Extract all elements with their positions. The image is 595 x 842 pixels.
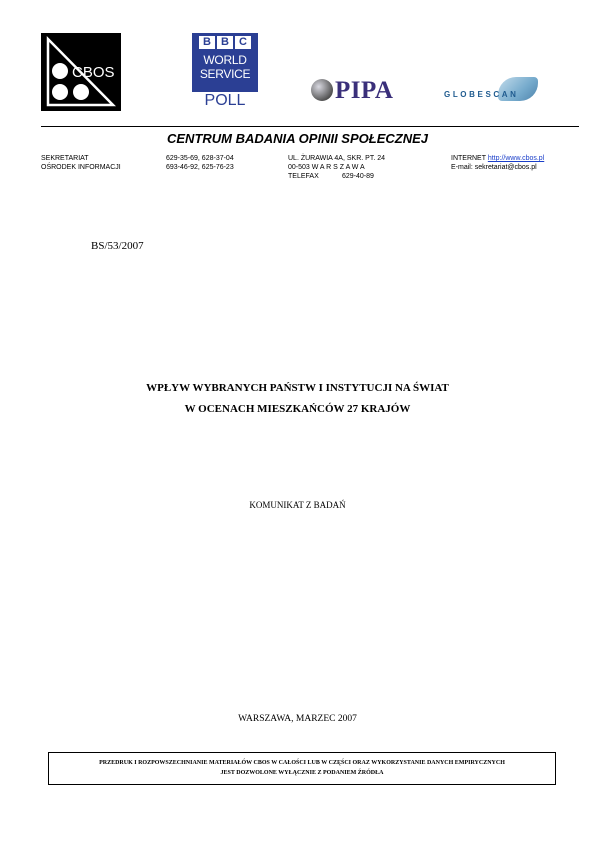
info-center-phone: 693-46-92, 625-76-23 [166,164,234,171]
copyright-notice-line2: JEST DOZWOLONE WYŁĄCZNIE Z PODANIEM ŹRÓDŁA [220,770,384,776]
institution-name: CENTRUM BADANIA OPINII SPOŁECZNEJ [167,131,428,146]
bbc-block-c: C [235,36,251,49]
info-center-label: OŚRODEK INFORMACJI [41,164,121,171]
globescan-logo-text: GLOBESCAN [444,90,519,99]
copyright-notice-line1: PRZEDRUK I ROZPOWSZECHNIANIE MATERIAŁÓW CBOS W CAŁOŚCI LUB W CZĘŚCI ORAZ WYKORZYSTANIE DANYCH EMPIRYCZNYCH [99,760,505,766]
bbc-line-world: WORLD [203,53,247,67]
cbos-website-link[interactable]: http://www.cbos.pl [487,155,545,162]
fax-number: 629-40-89 [342,173,374,180]
email-label: E-mail: [451,164,473,171]
email-address: sekretariat@cbos.pl [474,164,537,171]
document-reference: BS/53/2007 [91,240,144,252]
bbc-poll-label: POLL [204,92,246,109]
cbos-logo-text: CBOS [72,64,115,81]
pipa-logo [311,77,411,105]
internet-line [451,155,544,164]
document-title-line1: WPŁYW WYBRANYCH PAŃSTW I INSTYTUCJI NA ŚWIAT [146,382,449,394]
secretariat-phone: 629-35-69, 628-37-04 [166,155,234,162]
place-and-date: WARSZAWA, MARZEC 2007 [238,714,357,724]
document-subtitle: KOMUNIKAT Z BADAŃ [249,500,346,510]
bbc-world-service-poll-logo [192,33,258,109]
fax-label: TELEFAX [288,173,319,180]
bbc-block-b1: B [199,36,215,49]
globescan-logo [440,77,540,105]
address-line2: 00-503 W A R S Z A W A [288,164,365,171]
secretariat-label: SEKRETARIAT [41,155,89,162]
email-line [451,164,537,173]
cbos-logo [41,33,121,111]
internet-label: INTERNET [451,155,486,162]
address-line1: UL. ŻURAWIA 4A, SKR. PT. 24 [288,155,385,162]
cbos-logo-icon [41,33,121,111]
copyright-notice-box [48,752,556,785]
pipa-logo-text: PIPA [335,77,394,104]
bbc-block-b2: B [217,36,233,49]
globe-icon [311,79,333,101]
document-title-line2: W OCENACH MIESZKAŃCÓW 27 KRAJÓW [184,403,411,415]
bbc-line-service: SERVICE [199,67,251,81]
header-divider [41,126,579,127]
